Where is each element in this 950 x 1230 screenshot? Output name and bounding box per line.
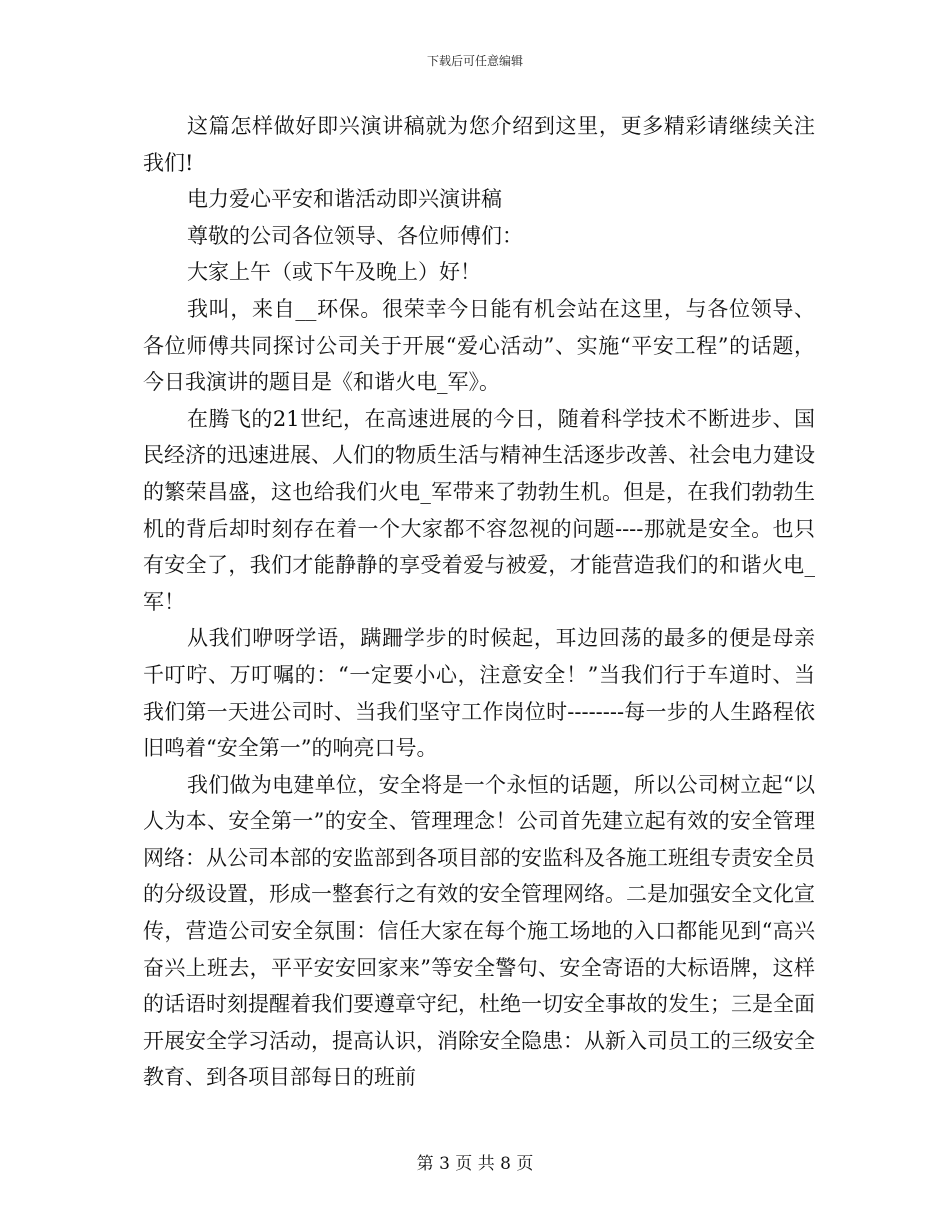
page-header: 下载后可任意编辑 (426, 54, 523, 68)
page-number: 第 3 页 共 8 页 (416, 1154, 534, 1174)
paragraph: 我叫，来自__环保。很荣幸今日能有机会站在这里，与各位领导、各位师傅共同探讨公司关于开展“爱心活动”、实施“平安工程”的话题，今日我演讲的题目是《和谐火电_军》。 (143, 296, 815, 395)
paragraph: 从我们咿呀学语，蹒跚学步的时候起，耳边回荡的最多的便是母亲千叮咛、万叮嘱的：“一定要小心，注意安全！”当我们行于车道时、当我们第一天进公司时、当我们坚守工作岗位时--------每一步的人生路程依旧鸣着“安全第一”的响亮口号。 (143, 626, 815, 761)
paragraph: 我们做为电建单位，安全将是一个永恒的话题，所以公司树立起“以人为本、安全第一”的安全、管理理念！公司首先建立起有效的安全管理网络：从公司本部的安监部到各项目部的安监科及各施工班组专责安全员的分级设置，形成一整套行之有效的安全管理网络。二是加强安全文化宣传，营造公司安全氛围：信任大家在每个施工场地的入口都能见到“高兴奋兴上班去，平平安安回家来”等安全警句、安全寄语的大标语牌，这样的话语时刻提醒着我们要遵章守纪，杜绝一切安全事故的发生；三是全面开展安全学习活动，提高认识，消除安全隐患：从新入司员工的三级安全教育、到各项目部每日的班前 (143, 772, 815, 1090)
paragraph: 大家上午（或下午及晚上）好！ (187, 260, 481, 285)
paragraph: 尊敬的公司各位领导、各位师傅们： (187, 223, 523, 248)
document-body (143, 108, 815, 1096)
paragraph: 这篇怎样做好即兴演讲稿就为您介绍到这里，更多精彩请继续关注我们! (143, 114, 815, 175)
paragraph: 电力爱心平安和谐活动即兴演讲稿 (187, 187, 502, 212)
paragraph: 在腾飞的21世纪，在高速进展的今日，随着科学技术不断进步、国民经济的迅速进展、人们的物质生活与精神生活逐步改善、社会电力建设的繁荣昌盛，这也给我们火电_军带来了勃勃生机。但是，在我们勃勃生机的背后却时刻存在着一个大家都不容忽视的问题----那就是安全。也只有安全了，我们才能静静的享受着爱与被爱，才能营造我们的和谐火电_军！ (143, 406, 815, 614)
